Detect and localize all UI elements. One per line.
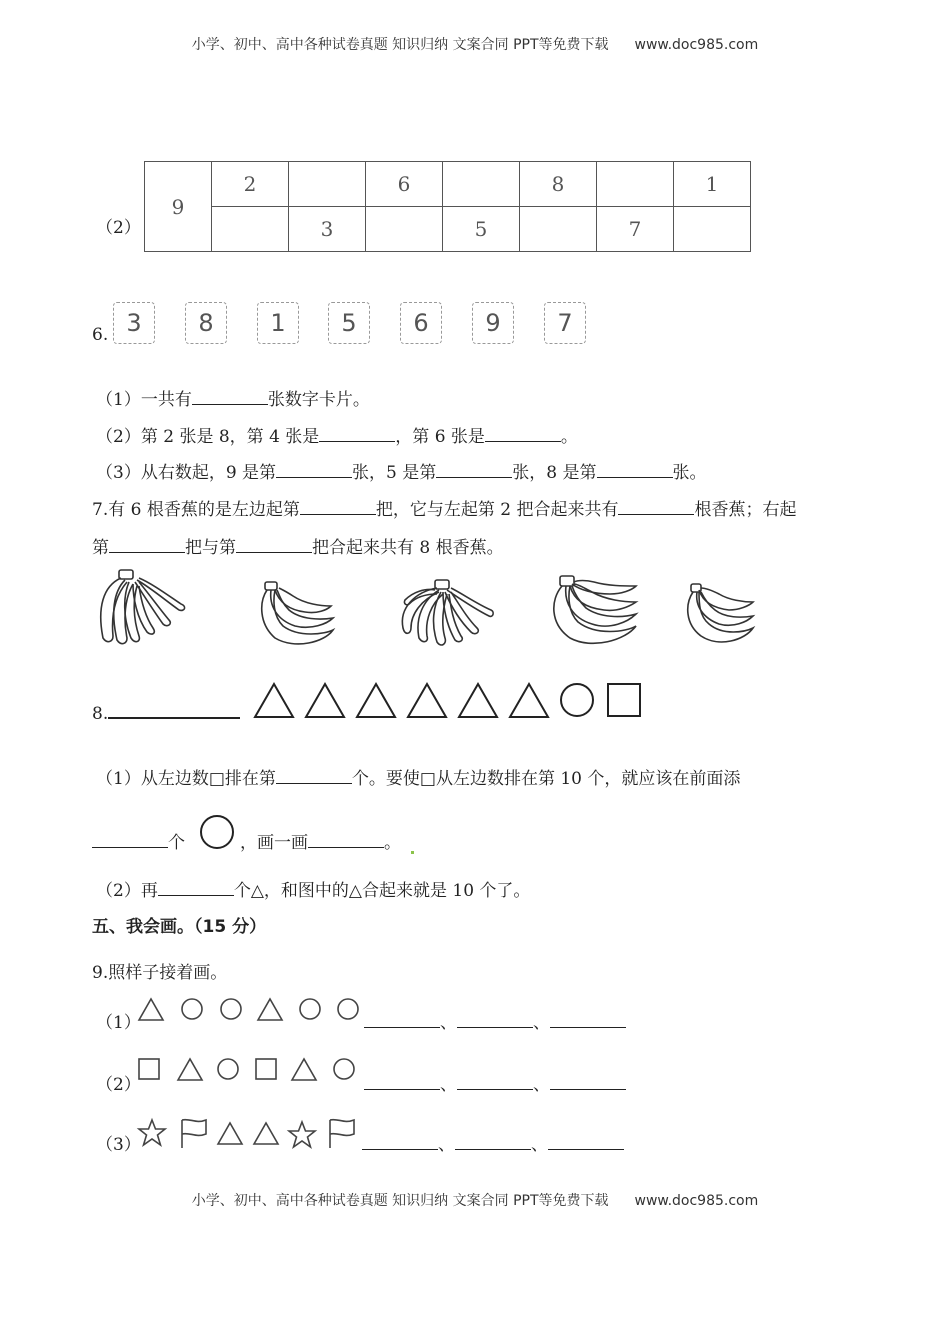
number-table (144, 161, 751, 252)
q6-p1-text-end: 张数字卡片。 (267, 390, 370, 410)
q6-p3-text: （3）从右数起，9 是第 (96, 463, 277, 483)
triangle-icon (408, 684, 446, 717)
square-icon (256, 1059, 276, 1079)
q6-part2 (96, 422, 578, 447)
separator: 、 (440, 1013, 457, 1033)
answer-blank[interactable] (319, 427, 395, 442)
triangle-icon (258, 999, 282, 1020)
triangle-icon (510, 684, 548, 717)
footer-url[interactable]: www.doc985.com (634, 1193, 759, 1209)
triangle-icon (139, 999, 163, 1020)
triangle-icon (218, 1123, 242, 1144)
number-card: 9 (472, 302, 514, 344)
table-cell-bottom-7[interactable] (674, 207, 751, 252)
answer-blank[interactable] (300, 500, 376, 515)
table-cell-bottom-3[interactable] (366, 207, 443, 252)
q9-row1-label: （1） (96, 1013, 141, 1033)
answer-blank[interactable] (618, 500, 694, 515)
answer-blank[interactable] (108, 703, 240, 719)
table-cell-bottom-1[interactable] (212, 207, 289, 252)
q7-line1 (92, 495, 796, 520)
q6-p3-text-2: 张，5 是第 (352, 463, 437, 483)
number-card: 7 (544, 302, 586, 344)
triangle-icon (255, 684, 293, 717)
answer-blank[interactable] (364, 1013, 440, 1028)
page-header (0, 34, 950, 54)
stray-dot (411, 851, 414, 854)
number-card: 6 (400, 302, 442, 344)
q7-line2 (92, 533, 504, 558)
q8-p1-text-2: 个。要使□从左边数排在第 10 个，就应该在前面添 (351, 769, 741, 789)
answer-blank[interactable] (485, 427, 561, 442)
circle-icon (182, 999, 202, 1019)
separator: 、 (438, 1135, 455, 1155)
q8-part1-cont (92, 828, 185, 853)
triangle-icon (306, 684, 344, 717)
table-first-cell: 9 (145, 162, 212, 252)
number-card: 5 (328, 302, 370, 344)
answer-blank[interactable] (550, 1013, 626, 1028)
q9-title: 9.照样子接着画。 (92, 963, 228, 983)
q6-p3-text-3: 张，8 是第 (512, 463, 597, 483)
circle-icon (300, 999, 320, 1019)
circle-icon (338, 999, 358, 1019)
q6-p2-text-end: 。 (560, 427, 578, 447)
number-card: 8 (185, 302, 227, 344)
circle-icon (221, 999, 241, 1019)
answer-blank[interactable] (457, 1075, 533, 1090)
q8-p2-text: （2）再 (96, 881, 158, 901)
table-cell-top-4[interactable] (443, 162, 520, 207)
q8-part2 (96, 876, 530, 901)
banana-bunch-icon (683, 582, 755, 646)
answer-blank[interactable] (548, 1135, 624, 1150)
q9-row2-answers (364, 1070, 626, 1095)
answer-blank[interactable] (276, 463, 352, 478)
q8-p1-text-4: ，画一画 (240, 833, 308, 853)
q8-p2-text-2: 个△，和图中的△合起来就是 10 个了。 (233, 881, 531, 901)
answer-blank[interactable] (92, 833, 168, 848)
q8-part1 (96, 764, 740, 789)
circle-icon (218, 1059, 238, 1079)
table-cell-bottom-2: 3 (289, 207, 366, 252)
flag-icon (330, 1120, 354, 1148)
answer-blank[interactable] (158, 881, 234, 896)
q9-row1-pattern (136, 996, 362, 1024)
q8-p1-text-3: 个 (168, 833, 185, 853)
q8-number-text: 8. (92, 704, 109, 724)
q9-row1-answers (364, 1008, 626, 1033)
q7-text-5: 把与第 (185, 538, 236, 558)
page-footer (0, 1190, 950, 1210)
flag-icon (182, 1120, 206, 1148)
q9-row3-answers (362, 1130, 624, 1155)
answer-blank[interactable] (364, 1075, 440, 1090)
q7-text-2: 把，它与左起第 2 把合起来共有 (375, 500, 619, 520)
circle-icon (198, 814, 236, 850)
answer-blank[interactable] (550, 1075, 626, 1090)
table-cell-bottom-5[interactable] (520, 207, 597, 252)
table-cell-bottom-6: 7 (597, 207, 674, 252)
table-cell-top-7: 1 (674, 162, 751, 207)
header-url[interactable]: www.doc985.com (634, 37, 759, 53)
table-cell-top-5: 8 (520, 162, 597, 207)
table-cell-top-2[interactable] (289, 162, 366, 207)
banana-bunch-icon (95, 568, 191, 648)
q9-row2-pattern (136, 1056, 362, 1084)
answer-blank[interactable] (276, 769, 352, 784)
q8-number (92, 703, 240, 724)
header-text: 小学、初中、高中各种试卷真题 知识归纳 文案合同 PPT等免费下载 (191, 37, 609, 53)
triangle-icon (178, 1059, 202, 1080)
banana-bunch-icon (395, 578, 497, 648)
q6-p3-text-end: 张。 (672, 463, 707, 483)
q6-p2-text: （2）第 2 张是 8，第 4 张是 (96, 427, 320, 447)
star-icon (139, 1120, 165, 1145)
q6-part3 (96, 458, 707, 483)
number-card: 1 (257, 302, 299, 344)
q8-shape-row (252, 682, 644, 720)
circle-icon (561, 684, 593, 716)
q9-row2-label: （2） (96, 1075, 141, 1095)
answer-blank[interactable] (436, 463, 512, 478)
banana-bunch-icon (255, 580, 337, 646)
table-cell-bottom-4: 5 (443, 207, 520, 252)
square-icon (139, 1059, 159, 1079)
answer-blank[interactable] (109, 538, 185, 553)
separator: 、 (533, 1013, 550, 1033)
q7-text-4: 第 (92, 538, 109, 558)
q5-2-label: （2） (96, 218, 141, 238)
answer-blank[interactable] (308, 833, 384, 848)
q9-row3-pattern (136, 1114, 358, 1150)
circle-icon (334, 1059, 354, 1079)
triangle-icon (459, 684, 497, 717)
footer-text: 小学、初中、高中各种试卷真题 知识归纳 文案合同 PPT等免费下载 (191, 1193, 609, 1209)
answer-blank[interactable] (236, 538, 312, 553)
q7-text-6: 把合起来共有 8 根香蕉。 (312, 538, 504, 558)
separator: 、 (533, 1075, 550, 1095)
table-cell-top-1: 2 (212, 162, 289, 207)
q7-text-3: 根香蕉；右起 (694, 500, 797, 520)
q6-number: 6. (92, 325, 109, 345)
q6-p1-text: （1）一共有 (96, 390, 192, 410)
table-cell-top-6[interactable] (597, 162, 674, 207)
section-title: 五、我会画。（15 分） (92, 917, 267, 937)
number-card: 3 (113, 302, 155, 344)
q8-p1-text-5: 。 (384, 833, 401, 853)
triangle-icon (292, 1059, 316, 1080)
answer-blank[interactable] (455, 1135, 531, 1150)
answer-blank[interactable] (597, 463, 673, 478)
answer-blank[interactable] (457, 1013, 533, 1028)
q8-p1-text: （1）从左边数□排在第 (96, 769, 276, 789)
q8-part1-cont2 (240, 828, 401, 853)
square-icon (608, 684, 640, 716)
separator: 、 (531, 1135, 548, 1155)
q9-row3-label: （3） (96, 1135, 141, 1155)
triangle-icon (357, 684, 395, 717)
q7-text: 7.有 6 根香蕉的是左边起第 (92, 500, 300, 520)
table-cell-top-3: 6 (366, 162, 443, 207)
separator: 、 (440, 1075, 457, 1095)
q6-part1 (96, 385, 370, 410)
answer-blank[interactable] (362, 1135, 438, 1150)
star-icon (289, 1122, 315, 1147)
q6-p2-text-mid: ，第 6 张是 (395, 427, 485, 447)
triangle-icon (254, 1123, 278, 1144)
banana-bunch-icon (548, 574, 640, 648)
answer-blank[interactable] (192, 390, 268, 405)
